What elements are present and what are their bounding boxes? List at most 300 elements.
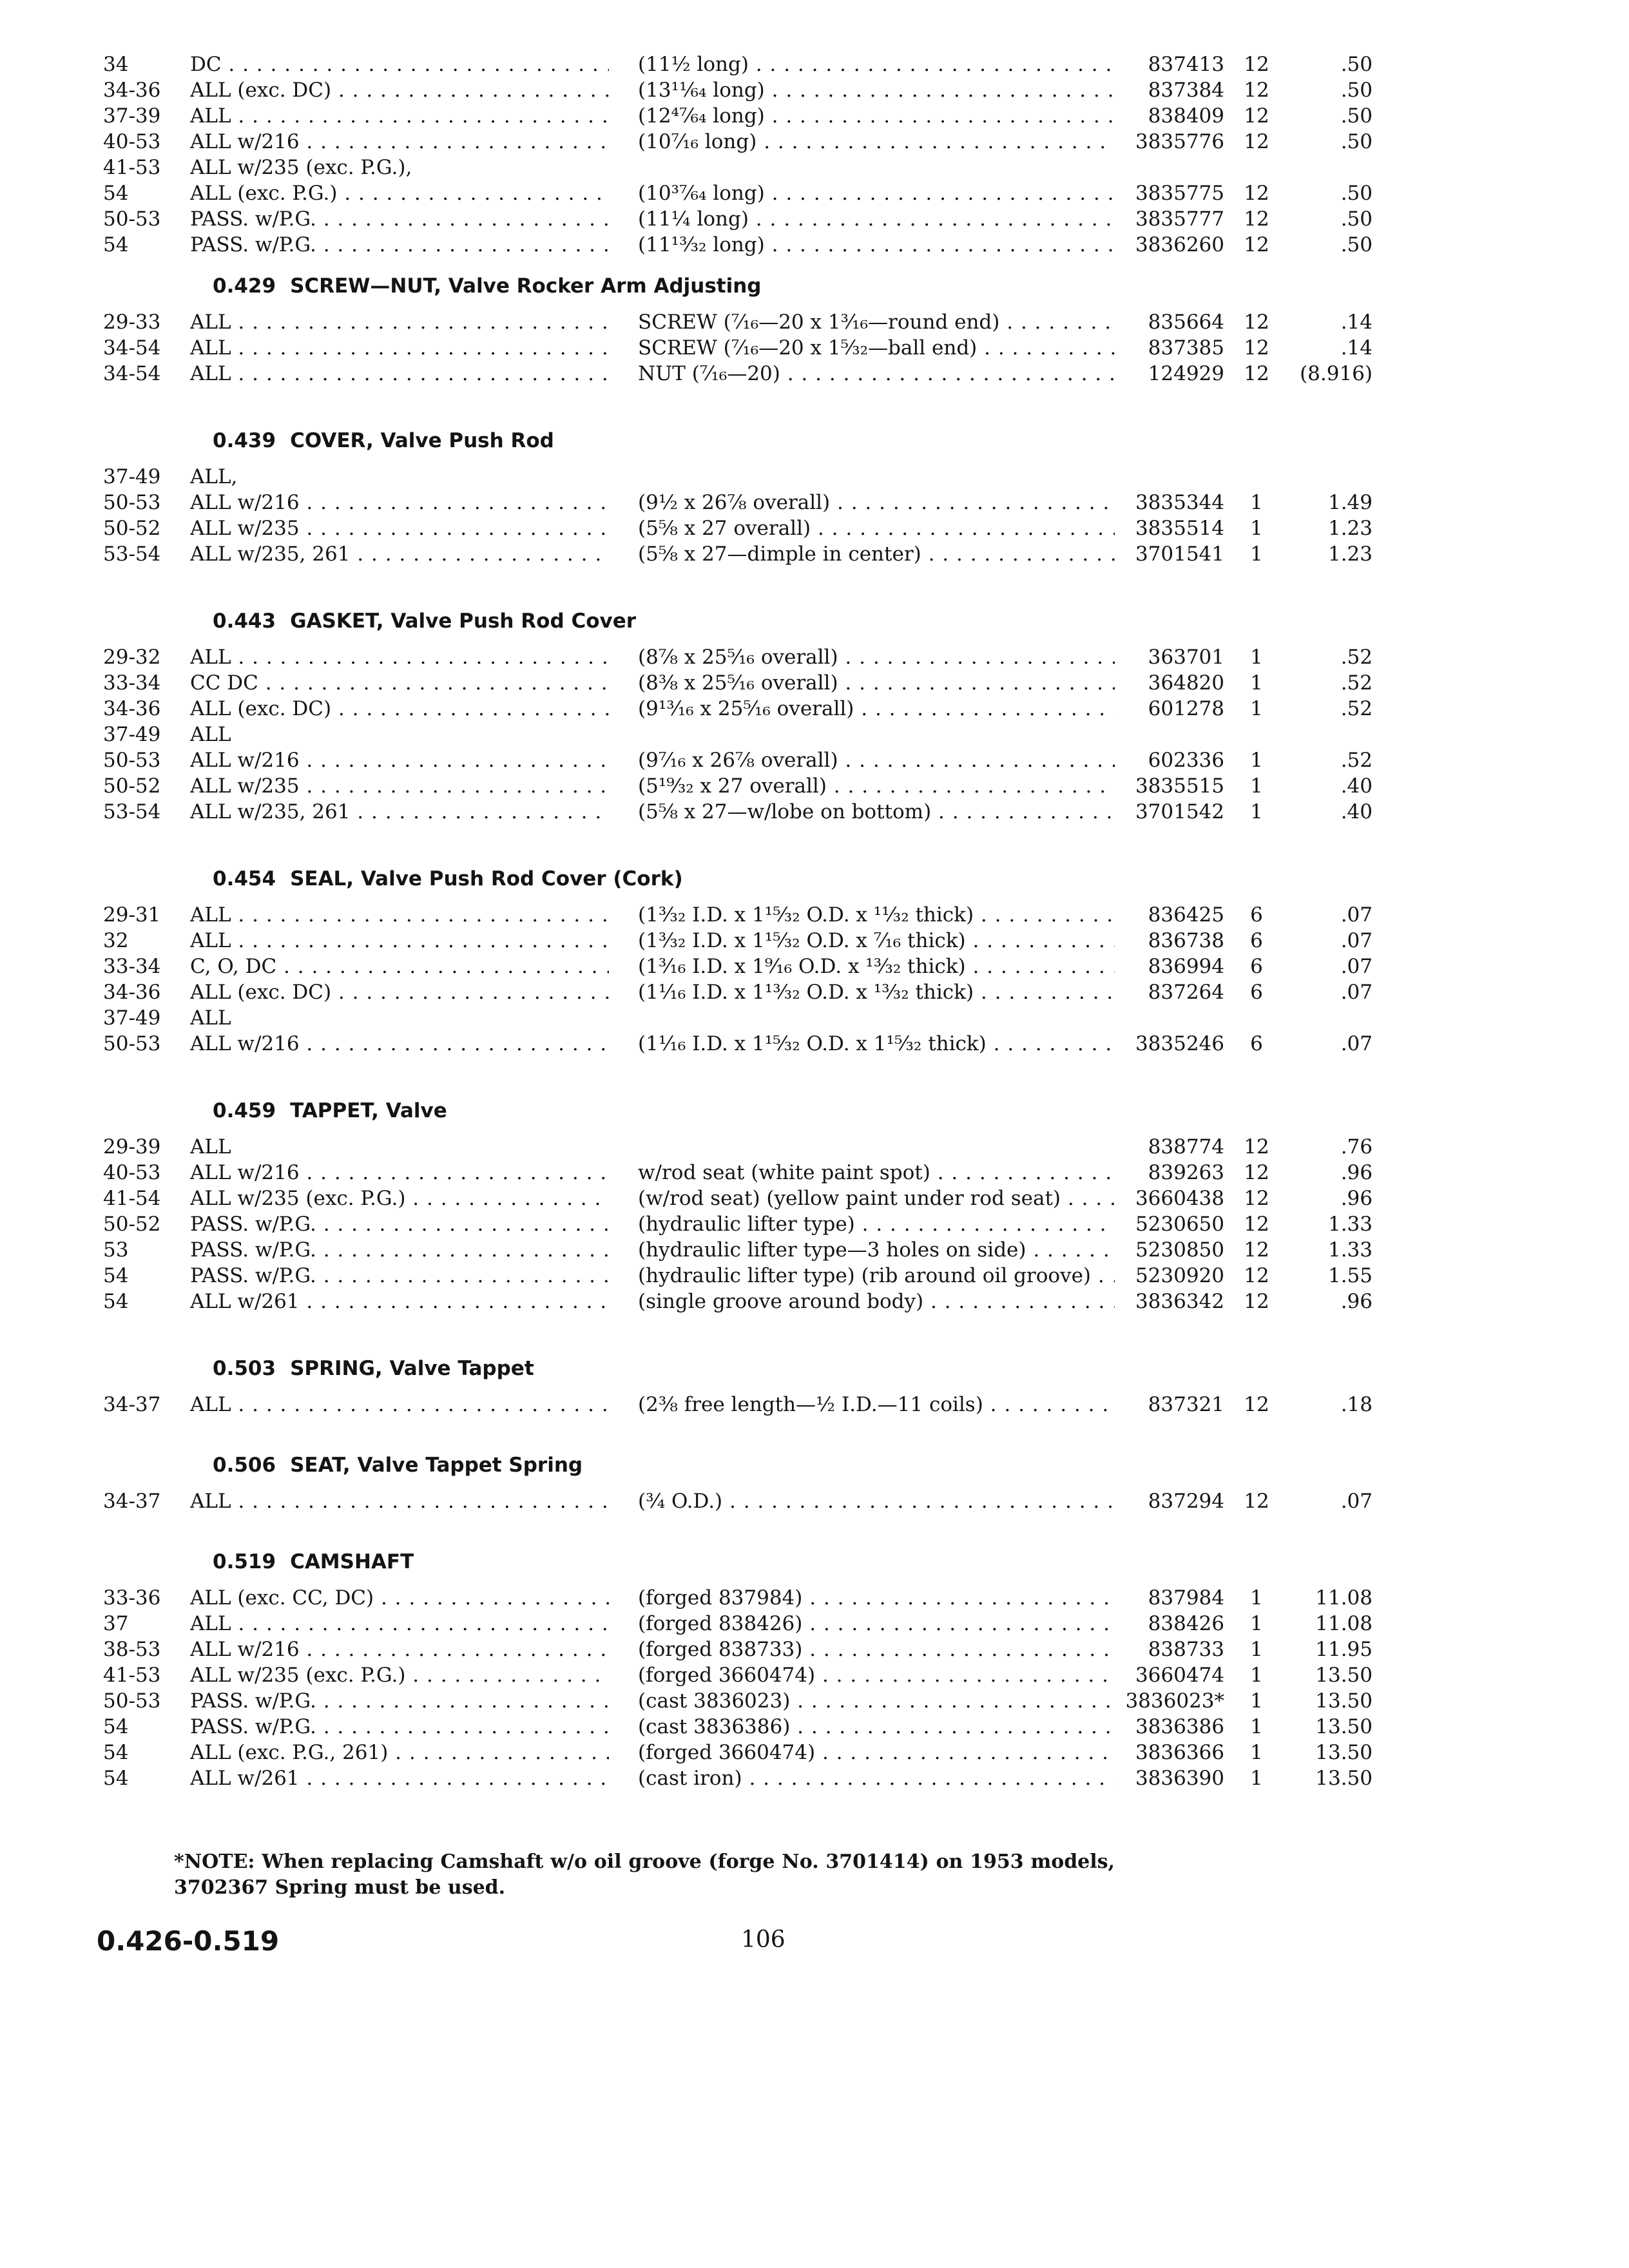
quantity: 6 [1250,929,1263,952]
section-title: CAMSHAFT [290,1550,414,1573]
part-description: (9⁷⁄₁₆ x 26⅞ overall) . . . [638,747,1115,773]
part-description: (8⅞ x 25⁵⁄₁₆ overall) . . . [638,644,1115,670]
model-years: 29-39 [103,1135,161,1158]
part-description: (11½ long) . . . [638,52,1115,77]
quantity: 1 [1250,671,1263,695]
model-applicability: ALL . . . [190,1392,609,1418]
price: .52 [1340,671,1373,695]
model-years: 33-36 [103,1586,161,1610]
part-description: (cast 3836023) . . . [638,1688,1115,1714]
model-applicability: ALL . . . [190,361,609,387]
part-number: 363701 [1148,646,1224,669]
part-number: 3835344 [1135,491,1224,514]
section-title: SCREW—NUT, Valve Rocker Arm Adjusting [290,274,762,298]
part-row [0,103,1629,129]
price: 13.50 [1315,1689,1373,1713]
part-number: 3835777 [1135,207,1224,231]
part-number: 3836342 [1135,1290,1224,1313]
part-description: (9¹³⁄₁₆ x 25⁵⁄₁₆ overall) . . . [638,696,1115,722]
section-number: 0.519 [213,1550,276,1573]
model-years: 40-53 [103,130,161,153]
part-number: 3836260 [1135,233,1224,256]
model-applicability: PASS. w/P.G. . . . [190,206,609,232]
part-row [0,696,1629,722]
model-applicability: ALL . . . [190,928,609,954]
part-number: 837264 [1148,981,1224,1004]
quantity: 6 [1250,1032,1263,1055]
part-row [0,928,1629,954]
price: .96 [1340,1187,1373,1210]
model-applicability: ALL (exc. P.G., 261) . . . [190,1740,609,1765]
price: .07 [1340,1032,1373,1055]
part-row [0,1160,1629,1186]
part-row [0,1263,1629,1289]
price: 13.50 [1315,1664,1373,1687]
part-row [0,1637,1629,1662]
quantity: 1 [1250,1715,1263,1738]
part-row [0,515,1629,541]
part-description: (forged 3660474) . . . [638,1662,1115,1688]
model-applicability: ALL . . . [190,1488,609,1514]
part-row [0,1488,1629,1514]
price: 1.23 [1327,517,1373,540]
price: .50 [1340,104,1373,128]
quantity: 1 [1250,1741,1263,1764]
section-heading [213,608,636,634]
model-years: 38-53 [103,1638,161,1661]
quantity: 12 [1244,311,1269,334]
model-applicability: ALL (exc. CC, DC) . . . [190,1585,609,1611]
part-number: 838409 [1148,104,1224,128]
model-applicability: CC DC . . . [190,670,609,696]
section-heading [213,1098,447,1124]
model-applicability: ALL (exc. DC) . . . [190,696,609,722]
part-number: 838774 [1148,1135,1224,1158]
section-title: SPRING, Valve Tappet [290,1357,534,1380]
model-applicability: ALL w/235 (exc. P.G.), [190,156,412,179]
model-applicability: ALL (exc. P.G.) . . . [190,180,609,206]
price: .07 [1340,981,1373,1004]
quantity: 6 [1250,981,1263,1004]
part-row [0,1289,1629,1314]
model-applicability: DC . . . [190,52,609,77]
section-title: COVER, Valve Push Rod [290,429,554,452]
model-years: 54 [103,1741,129,1764]
part-row [0,799,1629,825]
part-row [0,1585,1629,1611]
model-applicability: ALL w/235, 261 . . . [190,541,609,567]
model-years: 34-37 [103,1393,161,1416]
part-description: (1³⁄₃₂ I.D. x 1¹⁵⁄₃₂ O.D. x ⁷⁄₁₆ thick) . . . [638,928,1115,954]
model-years: 50-53 [103,1689,161,1713]
quantity: 12 [1244,207,1269,231]
part-number: 838733 [1148,1638,1224,1661]
part-number: 836738 [1148,929,1224,952]
model-years: 50-53 [103,749,161,772]
price: .52 [1340,749,1373,772]
model-applicability: ALL . . . [190,1611,609,1637]
model-years: 33-34 [103,671,161,695]
price: 1.23 [1327,543,1373,566]
model-years: 29-33 [103,311,161,334]
model-years: 50-53 [103,491,161,514]
model-years: 37 [103,1612,129,1635]
quantity: 6 [1250,903,1263,927]
part-description: (5⅝ x 27—w/lobe on bottom) . . . [638,799,1115,825]
section-title: GASKET, Valve Push Rod Cover [290,610,637,633]
part-description: NUT (⁷⁄₁₆—20) . . . [638,361,1115,387]
model-years: 37-49 [103,1006,161,1030]
part-row [0,155,1629,180]
model-applicability: ALL [190,723,231,746]
part-row [0,747,1629,773]
quantity: 12 [1244,362,1269,385]
model-applicability: ALL (exc. DC) . . . [190,979,609,1005]
section-heading [213,428,554,454]
model-applicability: ALL [190,1135,231,1158]
model-applicability: ALL . . . [190,335,609,361]
quantity: 1 [1250,697,1263,720]
part-row [0,309,1629,335]
part-row [0,232,1629,258]
model-applicability: ALL w/216 . . . [190,1160,609,1186]
part-number: 3660474 [1135,1664,1224,1687]
part-description: (10³⁷⁄₆₄ long) . . . [638,180,1115,206]
model-years: 50-53 [103,207,161,231]
part-row [0,1765,1629,1791]
section-number: 0.503 [213,1357,276,1380]
part-number: 836994 [1148,955,1224,978]
part-number: 837294 [1148,1490,1224,1513]
model-applicability: ALL . . . [190,644,609,670]
model-applicability: ALL w/261 . . . [190,1289,609,1314]
section-number: 0.439 [213,429,276,452]
section-title: SEAT, Valve Tappet Spring [290,1454,583,1477]
price: 1.49 [1327,491,1373,514]
model-years: 53 [103,1238,129,1262]
part-description: (2⅜ free length—½ I.D.—11 coils) . . . [638,1392,1115,1418]
part-number: 601278 [1148,697,1224,720]
part-description: (forged 838733) . . . [638,1637,1115,1662]
section-heading [213,273,762,299]
part-row [0,464,1629,490]
page-number: 106 [741,1927,786,1953]
price: .40 [1340,800,1373,823]
part-number: 839263 [1148,1161,1224,1184]
model-applicability: C, O, DC . . . [190,954,609,979]
model-applicability: ALL w/216 . . . [190,490,609,515]
price: .50 [1340,233,1373,256]
part-description: SCREW (⁷⁄₁₆—20 x 1³⁄₁₆—round end) . . . [638,309,1115,335]
quantity: 12 [1244,53,1269,76]
model-applicability: ALL w/235 (exc. P.G.) . . . [190,1662,609,1688]
model-years: 34-54 [103,362,161,385]
section-number: 0.443 [213,610,276,633]
part-number: 3835776 [1135,130,1224,153]
section-number: 0.459 [213,1099,276,1122]
part-description: (single groove around body) . . . [638,1289,1115,1314]
price: .07 [1340,929,1373,952]
quantity: 1 [1250,1586,1263,1610]
part-row [0,1237,1629,1263]
model-years: 53-54 [103,800,161,823]
model-years: 50-52 [103,774,161,798]
part-number: 3835775 [1135,182,1224,205]
page-range-code: 0.426-0.519 [97,1925,280,1957]
part-number: 5230920 [1135,1264,1224,1287]
price: 13.50 [1315,1767,1373,1790]
part-row [0,1005,1629,1031]
part-row [0,979,1629,1005]
part-description: (11¼ long) . . . [638,206,1115,232]
part-row [0,644,1629,670]
model-applicability: ALL w/235 (exc. P.G.) . . . [190,1186,609,1211]
part-description: (5¹⁹⁄₃₂ x 27 overall) . . . [638,773,1115,799]
part-number: 3701541 [1135,543,1224,566]
part-description: (cast 3836386) . . . [638,1714,1115,1740]
quantity: 1 [1250,749,1263,772]
price: 13.50 [1315,1715,1373,1738]
model-years: 37-49 [103,465,161,488]
price: 11.95 [1315,1638,1373,1661]
part-description: (8⅜ x 25⁵⁄₁₆ overall) . . . [638,670,1115,696]
section-number: 0.454 [213,867,276,890]
model-applicability: PASS. w/P.G. . . . [190,1714,609,1740]
part-row [0,1392,1629,1418]
part-row [0,180,1629,206]
part-description: (10⁷⁄₁₆ long) . . . [638,129,1115,155]
part-number: 3836023* [1125,1689,1224,1713]
quantity: 6 [1250,955,1263,978]
section-heading [213,1549,414,1575]
part-row [0,52,1629,77]
quantity: 1 [1250,1664,1263,1687]
model-applicability: PASS. w/P.G. . . . [190,1688,609,1714]
quantity: 1 [1250,491,1263,514]
part-number: 602336 [1148,749,1224,772]
model-years: 54 [103,233,129,256]
price: .14 [1340,311,1373,334]
model-applicability: ALL, [190,465,238,488]
model-years: 34-54 [103,336,161,360]
part-description: (forged 837984) . . . [638,1585,1115,1611]
quantity: 12 [1244,233,1269,256]
model-years: 54 [103,1264,129,1287]
part-row [0,1714,1629,1740]
price: .50 [1340,207,1373,231]
model-applicability: PASS. w/P.G. . . . [190,1211,609,1237]
model-years: 41-54 [103,1187,161,1210]
model-years: 34-36 [103,981,161,1004]
section-number: 0.429 [213,274,276,298]
part-row [0,361,1629,387]
part-row [0,1740,1629,1765]
model-years: 54 [103,182,129,205]
part-number: 124929 [1148,362,1224,385]
part-description: (¾ O.D.) . . . [638,1488,1115,1514]
part-number: 837321 [1148,1393,1224,1416]
part-description: (12⁴⁷⁄₆₄ long) . . . [638,103,1115,129]
part-description: SCREW (⁷⁄₁₆—20 x 1⁵⁄₃₂—ball end) . . . [638,335,1115,361]
model-years: 50-52 [103,517,161,540]
part-description: (1¹⁄₁₆ I.D. x 1¹⁵⁄₃₂ O.D. x 1¹⁵⁄₃₂ thick) . . . [638,1031,1115,1057]
part-description: (cast iron) . . . [638,1765,1115,1791]
part-description: (5⅝ x 27—dimple in center) . . . [638,541,1115,567]
quantity: 12 [1244,336,1269,360]
quantity: 12 [1244,79,1269,102]
model-years: 41-53 [103,1664,161,1687]
price: 1.33 [1327,1213,1373,1236]
model-years: 50-52 [103,1213,161,1236]
part-number: 835664 [1148,311,1224,334]
model-applicability: ALL w/216 . . . [190,129,609,155]
part-row [0,335,1629,361]
model-years: 34-36 [103,79,161,102]
part-row [0,1186,1629,1211]
quantity: 12 [1244,1490,1269,1513]
part-row [0,1611,1629,1637]
part-row [0,1688,1629,1714]
part-description: (5⅝ x 27 overall) . . . [638,515,1115,541]
model-years: 37-39 [103,104,161,128]
model-applicability: ALL [190,1006,231,1030]
part-number: 3836386 [1135,1715,1224,1738]
part-description: (11¹³⁄₃₂ long) . . . [638,232,1115,258]
price: 1.55 [1327,1264,1373,1287]
quantity: 1 [1250,646,1263,669]
price: .50 [1340,53,1373,76]
model-applicability: PASS. w/P.G. . . . [190,232,609,258]
part-row [0,670,1629,696]
part-description: (hydraulic lifter type—3 holes on side) . . . [638,1237,1115,1263]
price: .52 [1340,646,1373,669]
quantity: 1 [1250,1689,1263,1713]
quantity: 1 [1250,774,1263,798]
price: .14 [1340,336,1373,360]
quantity: 1 [1250,1638,1263,1661]
quantity: 1 [1250,1612,1263,1635]
part-number: 3835515 [1135,774,1224,798]
price: .07 [1340,903,1373,927]
model-applicability: ALL w/216 . . . [190,747,609,773]
model-applicability: ALL w/261 . . . [190,1765,609,1791]
model-years: 40-53 [103,1161,161,1184]
part-description: (13¹¹⁄₆₄ long) . . . [638,77,1115,103]
quantity: 12 [1244,1187,1269,1210]
part-description: (1³⁄₁₆ I.D. x 1⁹⁄₁₆ O.D. x ¹³⁄₃₂ thick) . . . [638,954,1115,979]
model-years: 34 [103,53,129,76]
quantity: 12 [1244,1238,1269,1262]
part-row [0,1134,1629,1160]
part-row [0,1662,1629,1688]
camshaft-note: *NOTE: When replacing Camshaft w/o oil groove (forge No. 3701414) on 1953 models, 3702367 Spring must be used. [174,1850,1115,1899]
price: .07 [1340,955,1373,978]
model-applicability: ALL . . . [190,103,609,129]
quantity: 12 [1244,130,1269,153]
price: .18 [1340,1393,1373,1416]
model-applicability: PASS. w/P.G. . . . [190,1237,609,1263]
model-applicability: ALL w/235, 261 . . . [190,799,609,825]
section-number: 0.506 [213,1454,276,1477]
price: 11.08 [1315,1586,1373,1610]
price: .96 [1340,1161,1373,1184]
part-description: (1³⁄₃₂ I.D. x 1¹⁵⁄₃₂ O.D. x ¹¹⁄₃₂ thick) . . . [638,902,1115,928]
price: 1.33 [1327,1238,1373,1262]
quantity: 12 [1244,1264,1269,1287]
model-applicability: ALL w/216 . . . [190,1031,609,1057]
part-number: 3660438 [1135,1187,1224,1210]
part-number: 837984 [1148,1586,1224,1610]
part-description: (hydraulic lifter type) . . . [638,1211,1115,1237]
part-number: 3835514 [1135,517,1224,540]
section-title: TAPPET, Valve [290,1099,447,1122]
price: 11.08 [1315,1612,1373,1635]
part-row [0,490,1629,515]
model-years: 29-32 [103,646,161,669]
part-number: 5230850 [1135,1238,1224,1262]
section-heading [213,866,683,892]
model-applicability: ALL . . . [190,309,609,335]
section-title: SEAL, Valve Push Rod Cover (Cork) [290,867,683,890]
quantity: 12 [1244,1213,1269,1236]
price: .50 [1340,130,1373,153]
quantity: 12 [1244,1290,1269,1313]
part-description: (forged 838426) . . . [638,1611,1115,1637]
part-row [0,541,1629,567]
model-years: 34-36 [103,697,161,720]
model-years: 34-37 [103,1490,161,1513]
model-years: 50-53 [103,1032,161,1055]
price: .40 [1340,774,1373,798]
part-row [0,1211,1629,1237]
price: .50 [1340,182,1373,205]
quantity: 1 [1250,517,1263,540]
part-number: 3835246 [1135,1032,1224,1055]
price: .76 [1340,1135,1373,1158]
model-applicability: ALL w/235 . . . [190,773,609,799]
model-applicability: ALL (exc. DC) . . . [190,77,609,103]
part-description: (9½ x 26⅞ overall) . . . [638,490,1115,515]
part-row [0,773,1629,799]
quantity: 12 [1244,1393,1269,1416]
price: .96 [1340,1290,1373,1313]
part-number: 838426 [1148,1612,1224,1635]
model-applicability: ALL w/235 . . . [190,515,609,541]
part-number: 837413 [1148,53,1224,76]
quantity: 1 [1250,1767,1263,1790]
part-row [0,1031,1629,1057]
part-number: 5230650 [1135,1213,1224,1236]
model-applicability: PASS. w/P.G. . . . [190,1263,609,1289]
quantity: 12 [1244,1135,1269,1158]
price: (8.916) [1300,362,1373,385]
part-number: 836425 [1148,903,1224,927]
model-years: 37-49 [103,723,161,746]
part-description: w/rod seat (white paint spot) . . . [638,1160,1115,1186]
part-row [0,722,1629,747]
model-applicability: ALL . . . [190,902,609,928]
part-number: 3836390 [1135,1767,1224,1790]
part-number: 837385 [1148,336,1224,360]
part-row [0,206,1629,232]
quantity: 1 [1250,543,1263,566]
part-number: 3836366 [1135,1741,1224,1764]
quantity: 12 [1244,182,1269,205]
quantity: 12 [1244,1161,1269,1184]
part-number: 837384 [1148,79,1224,102]
model-years: 54 [103,1715,129,1738]
part-row [0,77,1629,103]
